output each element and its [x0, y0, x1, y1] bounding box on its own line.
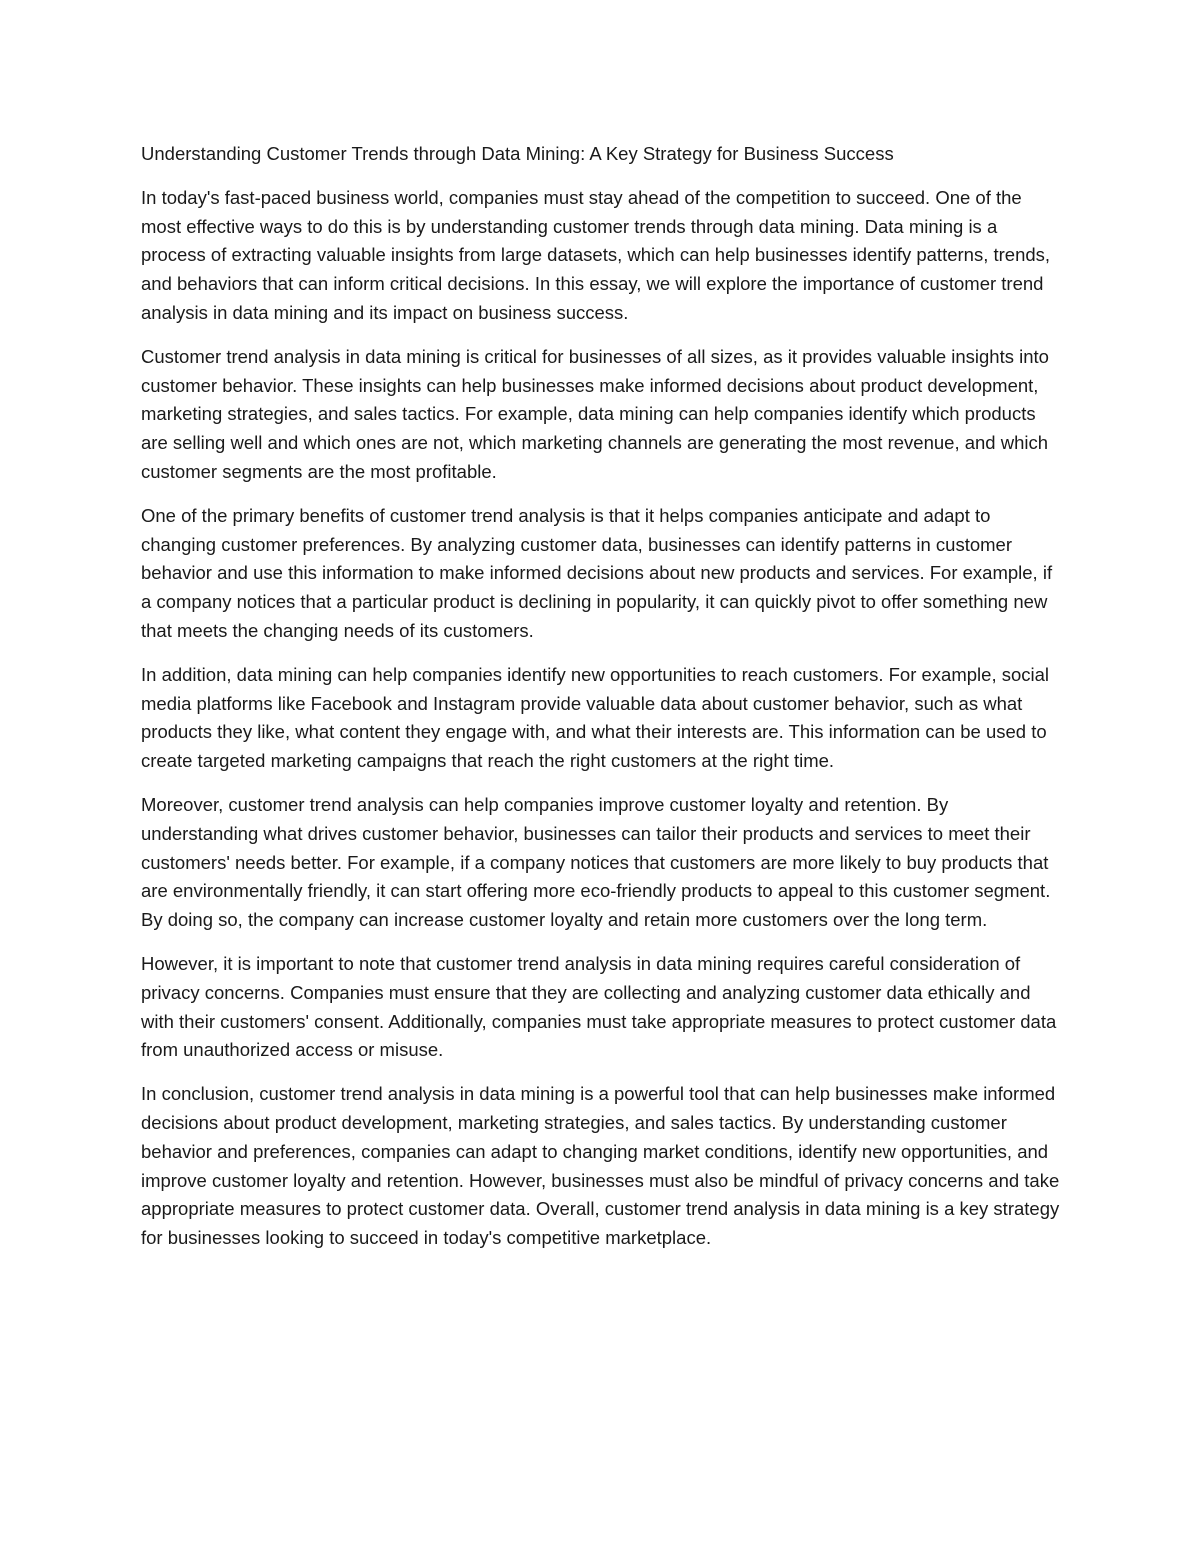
document-body — [141, 140, 1063, 1268]
paragraph-privacy-concerns: However, it is important to note that customer trend analysis in data mining requires careful consideration of privacy concerns. Companies must ensure that they are collecting and analyzing customer data ethically and with their customers' consent. Additionally, companies must take appropriate measures to protect customer data from unauthorized access or misuse. — [141, 952, 1057, 1061]
paragraph-primary-benefits: One of the primary benefits of customer trend analysis is that it helps companies anticipate and adapt to changing customer preferences. By analyzing customer data, businesses can identify patterns in customer behavior and use this information to make informed decisions about new products and services. For example, if a company notices that a particular product is declining in popularity, it can quickly pivot to offer something new that meets the changing needs of its customers. — [141, 504, 1053, 641]
paragraph-new-opportunities: In addition, data mining can help companies identify new opportunities to reach customers. For example, social media platforms like Facebook and Instagram provide valuable data about customer behavior, such as what products they like, what content they engage with, and what their interests are. This information can be used to create targeted marketing campaigns that reach the right customers at the right time. — [141, 663, 1050, 772]
document-title: Understanding Customer Trends through Data Mining: A Key Strategy for Business Success — [141, 143, 894, 164]
paragraph-introduction: In today's fast-paced business world, companies must stay ahead of the competition to succeed. One of the most effective ways to do this is by understanding customer trends through data mining. Data mining is a process of extracting valuable insights from large datasets, which can help businesses identify patterns, trends, and behaviors that can inform critical decisions. In this essay, we will explore the importance of customer trend analysis in data mining and its impact on business success. — [141, 186, 1051, 323]
paragraph-loyalty-retention: Moreover, customer trend analysis can help companies improve customer loyalty and retention. By understanding what drives customer behavior, businesses can tailor their products and services to meet their customers' needs better. For example, if a company notices that customers are more likely to buy products that are environmentally friendly, it can start offering more eco-friendly products to appeal to this customer segment. By doing so, the company can increase customer loyalty and retain more customers over the long term. — [141, 793, 1051, 931]
paragraph-conclusion: In conclusion, customer trend analysis in data mining is a powerful tool that can help businesses make informed decisions about product development, marketing strategies, and sales tactics. By understanding customer behavior and preferences, companies can adapt to changing market conditions, identify new opportunities, and improve customer loyalty and retention. However, businesses must also be mindful of privacy concerns and take appropriate measures to protect customer data. Overall, customer trend analysis in data mining is a key strategy for businesses looking to succeed in today's competitive marketplace. — [141, 1083, 1060, 1249]
paragraph-trend-analysis: Customer trend analysis in data mining is critical for businesses of all sizes, as it provides valuable insights into customer behavior. These insights can help businesses make informed decisions about product development, marketing strategies, and sales tactics. For example, data mining can help companies identify which products are selling well and which ones are not, which marketing channels are generating the most revenue, and which customer segments are the most profitable. — [141, 345, 1049, 482]
